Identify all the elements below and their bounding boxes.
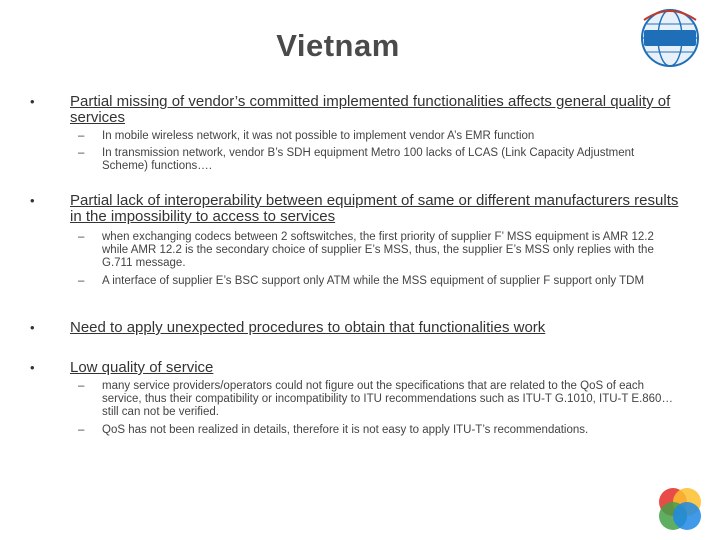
bullet-text: Partial missing of vendor’s committed implemented functionalities affects general quality of services bbox=[70, 93, 671, 126]
sub-text: when exchanging codecs between 2 softswitches, the first priority of supplier F’ MSS equipment is AMR 12.2 while AMR 12.2 is the secondary choice of supplier E’s MSS, thus, the supplier E’s MSS only replies with the G.711 message. bbox=[102, 231, 654, 269]
dash-mark: – bbox=[78, 147, 85, 159]
slide-title: Vietnam bbox=[276, 28, 400, 63]
sub-text: In mobile wireless network, it was not possible to implement vendor A’s EMR function bbox=[102, 130, 535, 142]
bullet-text: Low quality of service bbox=[70, 359, 214, 376]
bullet-dot: • bbox=[30, 360, 35, 375]
bullet-text: Partial lack of interoperability between equipment of same or different manufacturers results in the impossibility to access to services bbox=[70, 192, 679, 225]
dash-mark: – bbox=[78, 380, 85, 392]
dash-mark: – bbox=[78, 130, 85, 142]
colorful-ball-logo bbox=[655, 484, 705, 534]
sub-text: In transmission network, vendor B’s SDH equipment Metro 100 lacks of LCAS (Link Capacity Adjustment Scheme) functions…. bbox=[102, 147, 635, 172]
itu-logo bbox=[638, 6, 702, 70]
bullet-dot: • bbox=[30, 320, 35, 335]
dash-mark: – bbox=[78, 424, 85, 436]
bullet-dot: • bbox=[30, 94, 35, 109]
bullet-text: Need to apply unexpected procedures to obtain that functionalities work bbox=[70, 319, 546, 336]
dash-mark: – bbox=[78, 231, 85, 243]
sub-text: many service providers/operators could not figure out the specifications that are related to the QoS of each service, thus their compatibility or incompatibility to ITU recommendations such as ITU-T G.1010, ITU-T E.860… still can not be verified. bbox=[102, 380, 673, 418]
dash-mark: – bbox=[78, 275, 85, 287]
sub-text: QoS has not been realized in details, therefore it is not easy to apply ITU-T’s recommendations. bbox=[102, 424, 589, 436]
bullet-dot: • bbox=[30, 193, 35, 208]
sub-text: A interface of supplier E’s BSC support only ATM while the MSS equipment of supplier F support only TDM bbox=[102, 275, 645, 287]
